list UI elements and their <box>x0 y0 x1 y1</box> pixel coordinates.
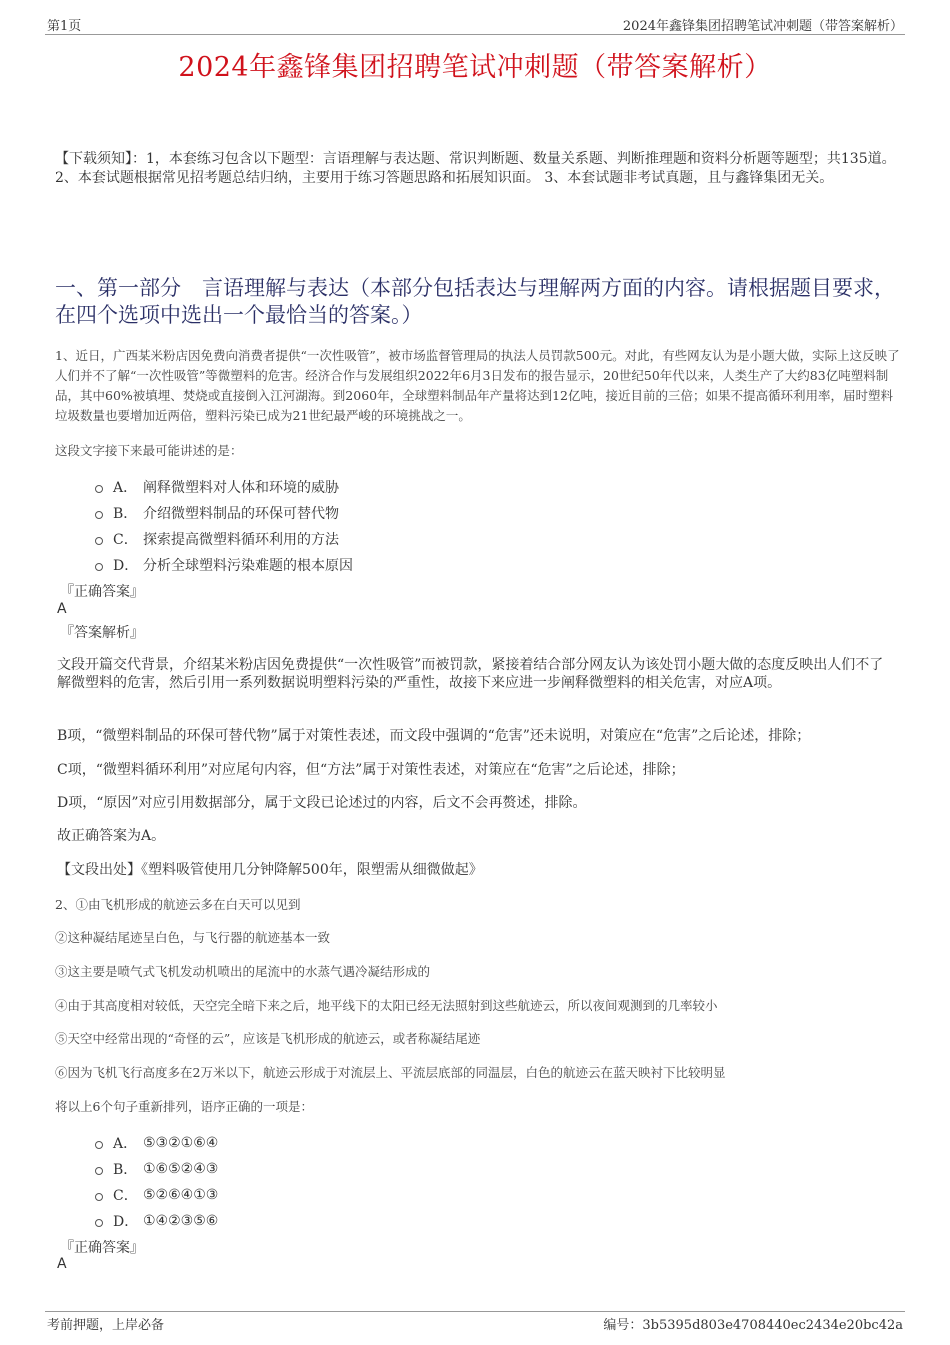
option-text: 探索提高微塑料循环利用的方法 <box>143 532 339 548</box>
question-1-option-b[interactable] <box>95 503 339 523</box>
radio-icon[interactable] <box>95 511 103 519</box>
question-1-option-c[interactable] <box>95 529 339 549</box>
option-letter: D． <box>113 558 139 574</box>
question-1-analysis-paragraph: 故正确答案为A。 <box>57 828 166 844</box>
option-letter: D． <box>113 1214 139 1230</box>
radio-icon[interactable] <box>95 537 103 545</box>
question-1-analysis-label: 『答案解析』 <box>60 625 144 641</box>
radio-icon[interactable] <box>95 1219 103 1227</box>
option-text: ⑤②⑥④①③ <box>143 1187 219 1203</box>
header-doc-title: 2024年鑫锋集团招聘笔试冲刺题（带答案解析） <box>622 19 903 34</box>
page-title: 2024年鑫锋集团招聘笔试冲刺题（带答案解析） <box>178 52 772 83</box>
radio-icon[interactable] <box>95 1141 103 1149</box>
option-text: 介绍微塑料制品的环保可替代物 <box>143 506 339 522</box>
option-letter: A． <box>113 480 138 496</box>
option-letter: C． <box>113 1188 138 1204</box>
download-notice: 【下载须知】：1，本套练习包含以下题型：言语理解与表达题、常识判断题、数量关系题、判断推理题和资料分析题等题型；共135道。 2、本套试题根据常见招考题总结归纳，主要用于练习答题思路和拓展知识面。 3、本套试题非考试真题，且与鑫锋集团无关。 <box>55 151 896 186</box>
section-heading: 一、第一部分 言语理解与表达（本部分包括表达与理解两方面的内容。请根据题目要求，在四个选项中选出一个最恰当的答案。） <box>55 276 895 327</box>
question-2-answer-label: 『正确答案』 <box>60 1240 144 1256</box>
question-2-sentence: ②这种凝结尾迹呈白色，与飞行器的航迹基本一致 <box>55 930 331 945</box>
question-2-sentence: ⑤天空中经常出现的“奇怪的云”，应该是飞机形成的航迹云，或者称凝结尾迹 <box>55 1031 481 1046</box>
option-letter: A． <box>113 1136 138 1152</box>
question-2-sentence: ⑥因为飞机飞行高度多在2万米以下，航迹云形成于对流层上、平流层底部的同温层，白色的航迹云在蓝天映衬下比较明显 <box>55 1065 726 1080</box>
question-1-prompt: 这段文字接下来最可能讲述的是： <box>55 443 243 458</box>
radio-icon[interactable] <box>95 1167 103 1175</box>
question-2-prompt: 将以上6个句子重新排列，语序正确的一项是： <box>55 1099 313 1114</box>
option-letter: B． <box>113 1162 138 1178</box>
question-2-sentence: 2、①由飞机形成的航迹云多在白天可以见到 <box>55 897 301 912</box>
question-2-option-c[interactable] <box>95 1185 218 1205</box>
header-divider <box>45 34 905 35</box>
question-2-sentence: ④由于其高度相对较低，天空完全暗下来之后，地平线下的太阳已经无法照射到这些航迹云，所以夜间观测到的几率较小 <box>55 998 718 1013</box>
question-1-analysis-paragraph: C项，“微塑料循环利用”对应尾句内容，但“方法”属于对策性表述，对策应在“危害”之后论述，排除； <box>57 762 685 778</box>
option-text: ①④②③⑤⑥ <box>143 1213 219 1229</box>
question-1-option-d[interactable] <box>95 555 353 575</box>
question-1-answer: A <box>57 601 67 617</box>
footer-document-id: 编号：3b5395d803e4708440ec2434e20bc42a <box>603 1318 903 1333</box>
option-text: ⑤③②①⑥④ <box>143 1135 219 1151</box>
footer-divider <box>45 1311 905 1312</box>
footer-slogan: 考前押题，上岸必备 <box>47 1318 165 1333</box>
question-1-source: 【文段出处】《塑料吸管使用几分钟降解500年，限塑需从细微做起》 <box>57 862 483 878</box>
radio-icon[interactable] <box>95 485 103 493</box>
question-2-sentence: ③这主要是喷气式飞机发动机喷出的尾流中的水蒸气遇冷凝结形成的 <box>55 964 431 979</box>
question-2-option-a[interactable] <box>95 1133 218 1153</box>
page-number: 第1页 <box>47 19 82 34</box>
question-1-option-a[interactable] <box>95 477 339 497</box>
option-text: ①⑥⑤②④③ <box>143 1161 219 1177</box>
question-2-answer: A <box>57 1256 67 1272</box>
question-1-text: 1、近日，广西某米粉店因免费向消费者提供“一次性吸管”，被市场监督管理局的执法人员罚款500元。对此，有些网友认为是小题大做，实际上这反映了人们并不了解“一次性吸管”等微塑料的危害。经济合作与发展组织2022年6月3日发布的报告显示，20世纪50年代以来，人类生产了大约83亿吨塑料制品，其中60%被填埋、焚烧或直接倒入江河湖海。到2060年，全球塑料制品年产量将达到12亿吨，接近目前的三倍；如果不提高循环利用率，届时塑料垃圾数量也要增加近两倍，塑料污染已成为21世纪最严峻的环境挑战之一。 <box>55 348 900 423</box>
option-letter: C． <box>113 532 138 548</box>
radio-icon[interactable] <box>95 1193 103 1201</box>
question-1-analysis-paragraph: B项，“微塑料制品的环保可替代物”属于对策性表述，而文段中强调的“危害”还未说明，对策应在“危害”之后论述，排除； <box>57 728 811 744</box>
question-1-analysis-paragraph: D项，“原因”对应引用数据部分，属于文段已论述过的内容，后文不会再赘述，排除。 <box>57 795 587 811</box>
question-1-answer-label: 『正确答案』 <box>60 584 144 600</box>
question-1-analysis-paragraph: 文段开篇交代背景，介绍某米粉店因免费提供“一次性吸管”而被罚款，紧接着结合部分网友认为该处罚小题大做的态度反映出人们不了解微塑料的危害，然后引用一系列数据说明塑料污染的严重性，故接下来应进一步阐释微塑料的相关危害，对应A项。 <box>57 657 884 691</box>
option-text: 阐释微塑料对人体和环境的威胁 <box>143 480 339 496</box>
question-2-option-d[interactable] <box>95 1211 218 1231</box>
option-letter: B． <box>113 506 138 522</box>
question-2-option-b[interactable] <box>95 1159 218 1179</box>
radio-icon[interactable] <box>95 563 103 571</box>
option-text: 分析全球塑料污染难题的根本原因 <box>143 558 353 574</box>
